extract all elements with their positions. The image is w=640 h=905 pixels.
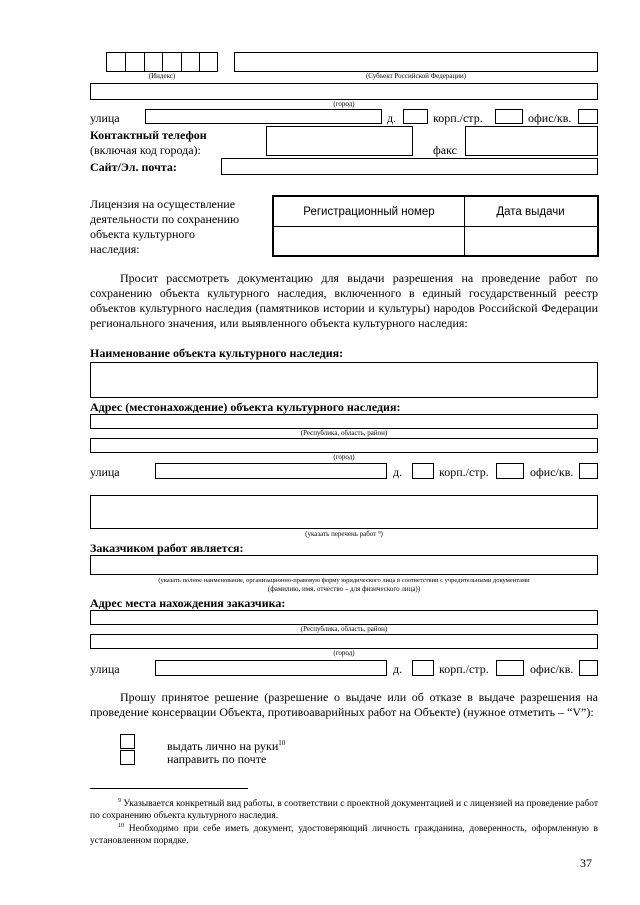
object-street-label: улица bbox=[90, 465, 120, 479]
license-table bbox=[272, 195, 599, 257]
customer-heading: Заказчиком работ является: bbox=[90, 541, 244, 555]
customer-caption-1: (указать полное наименование, организационно-правовую форму юридического лица в соответствии с учредительными документами bbox=[158, 577, 530, 584]
license-date-cell[interactable] bbox=[465, 228, 597, 255]
index-caption: (Индекс) bbox=[148, 72, 176, 80]
customer-building-label: корп./стр. bbox=[439, 662, 489, 676]
house-field[interactable] bbox=[403, 109, 428, 124]
customer-street-field[interactable] bbox=[155, 660, 387, 676]
phone-label: Контактный телефон bbox=[90, 128, 207, 142]
request-paragraph: Просит рассмотреть документацию для выдачи разрешения на проведение работ по сохранению объекта культурного наследия, включенного в единый государственный реестр объектов культурного наследия (памятников истории и культуры) народов Российской Федерации регионального значения, или выявленного объекта культурного наследия: bbox=[90, 271, 598, 330]
page-number: 37 bbox=[580, 856, 592, 870]
footnote-9: $^9$ Указывается конкретный вид работы, в соответствии с проектной документацией и с лицензией на проведение работ по сохранению объекта культурного наследия. bbox=[90, 798, 598, 822]
object-region-caption: (Республика, область, район) bbox=[300, 429, 388, 437]
customer-caption-2: (фамилию, имя, отчество – для физического лица)) bbox=[267, 585, 421, 593]
object-street-field[interactable] bbox=[155, 463, 387, 479]
street-label: улица bbox=[90, 111, 120, 125]
customer-street-label: улица bbox=[90, 662, 120, 676]
customer-office-field[interactable] bbox=[579, 660, 598, 676]
object-house-label: д. bbox=[393, 465, 403, 479]
works-caption: (указать перечень работ ⁹) bbox=[305, 530, 383, 538]
option-mail-label: направить по почте bbox=[167, 752, 267, 766]
building-label: корп./стр. bbox=[433, 111, 483, 125]
object-address-heading: Адрес (местонахождение) объекта культурного наследия: bbox=[90, 400, 401, 414]
subject-field[interactable] bbox=[234, 52, 598, 72]
object-city-caption: (город) bbox=[333, 453, 355, 461]
customer-region-field[interactable] bbox=[90, 610, 598, 625]
office-label: офис/кв. bbox=[528, 111, 572, 125]
object-building-field[interactable] bbox=[496, 463, 524, 479]
city-field[interactable] bbox=[90, 83, 598, 100]
footnote-separator bbox=[90, 788, 248, 789]
phone-note: (включая код города): bbox=[90, 143, 201, 157]
license-col-date: Дата выдачи bbox=[464, 197, 597, 227]
object-region-field[interactable] bbox=[90, 414, 598, 429]
subject-caption: (Субъект Российской Федерации) bbox=[365, 72, 467, 80]
license-label: Лицензия на осуществление деятельности по сохранению объекта культурного наследия: bbox=[90, 197, 240, 256]
object-office-label: офис/кв. bbox=[530, 465, 574, 479]
office-field[interactable] bbox=[578, 109, 598, 124]
license-reg-cell[interactable] bbox=[274, 228, 463, 255]
customer-city-caption: (город) bbox=[333, 649, 355, 657]
house-label: д. bbox=[387, 111, 397, 125]
index-boxes[interactable] bbox=[106, 52, 218, 72]
building-field[interactable] bbox=[495, 109, 523, 124]
customer-address-heading: Адрес места нахождения заказчика: bbox=[90, 596, 286, 610]
option-mail-checkbox[interactable] bbox=[120, 750, 135, 765]
license-col-reg: Регистрационный номер bbox=[274, 197, 464, 227]
fax-label: факс bbox=[433, 143, 457, 157]
site-field[interactable] bbox=[221, 158, 598, 175]
customer-house-field[interactable] bbox=[412, 660, 434, 676]
customer-city-field[interactable] bbox=[90, 634, 598, 649]
option-hand-label: выдать лично на руки$^{10}$ bbox=[167, 739, 286, 753]
option-hand-checkbox[interactable] bbox=[120, 734, 135, 749]
street-field[interactable] bbox=[145, 109, 382, 124]
decision-paragraph: Прошу принятое решение (разрешение о выдаче или об отказе в выдаче разрешения на проведение консервации Объекта, противоаварийных работ на Объекте) (нужное отметить – “V”): bbox=[90, 690, 598, 719]
customer-field[interactable] bbox=[90, 555, 598, 575]
object-name-field[interactable] bbox=[90, 362, 598, 398]
customer-building-field[interactable] bbox=[496, 660, 524, 676]
phone-field[interactable] bbox=[266, 126, 413, 156]
city-caption: (город) bbox=[333, 100, 355, 108]
customer-region-caption: (Республика, область, район) bbox=[300, 625, 388, 633]
customer-house-label: д. bbox=[393, 662, 403, 676]
object-building-label: корп./стр. bbox=[439, 465, 489, 479]
footnote-10: $^{10}$ Необходимо при себе иметь документ, удостоверяющий личность гражданина, доверенность, оформленную в установленном порядке. bbox=[90, 823, 599, 847]
object-city-field[interactable] bbox=[90, 438, 598, 453]
object-house-field[interactable] bbox=[412, 463, 434, 479]
object-name-heading: Наименование объекта культурного наследия: bbox=[90, 346, 344, 360]
works-field[interactable] bbox=[90, 495, 598, 529]
option-hand-footnote-ref: 10 bbox=[278, 739, 286, 747]
object-office-field[interactable] bbox=[579, 463, 598, 479]
fax-field[interactable] bbox=[465, 126, 598, 156]
site-label: Сайт/Эл. почта: bbox=[90, 160, 177, 174]
customer-office-label: офис/кв. bbox=[530, 662, 574, 676]
